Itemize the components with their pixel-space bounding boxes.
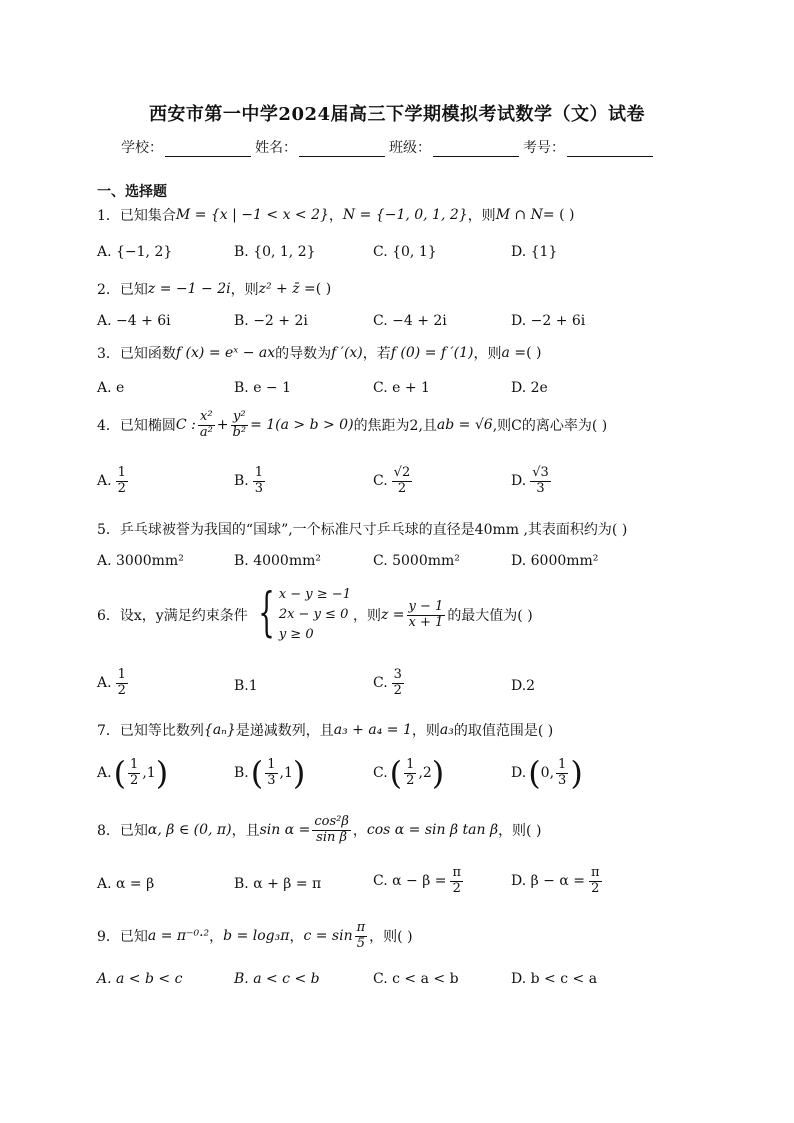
q4-frac-y: [231, 410, 249, 441]
q1-option-a[interactable]: A. {−1, 2}: [97, 244, 173, 260]
q6-constraint-rows: [279, 585, 351, 645]
q6-frac: [407, 600, 446, 631]
q4-plus: +: [216, 417, 229, 434]
q6-num: y − 1: [408, 598, 444, 614]
question-1: [97, 205, 717, 225]
school-label: 学校：: [121, 140, 163, 156]
question-5: [97, 519, 717, 539]
q4-mid1: 的焦距为2,且: [353, 418, 437, 435]
q8-den: sin β: [316, 829, 348, 845]
q1-set-n: N = {−1, 0, 1, 2}: [342, 207, 468, 223]
q7-tail: 的取值范围是( ): [453, 723, 554, 739]
question-6: [97, 585, 717, 645]
class-label: 班级：: [389, 140, 431, 156]
q6-a-label: A.: [97, 675, 112, 692]
q8-c-label: C. α − β =: [373, 873, 447, 890]
q4-c-label: C.: [373, 473, 388, 490]
q4-ab: ab = √6: [436, 417, 493, 434]
q7-d-frac: [556, 758, 568, 789]
q2-option-a[interactable]: A. −4 + 6i: [97, 313, 171, 329]
q6-den: x + 1: [408, 614, 444, 630]
q1-stem: 1．已知集合: [97, 208, 176, 224]
q4-a2: a²: [199, 424, 213, 440]
q6-mid: ，则: [352, 608, 381, 624]
q1-sep1: ，: [328, 208, 343, 224]
name-blank[interactable]: [299, 140, 385, 157]
q3-tail: ( ): [526, 345, 542, 361]
q4-frac-x: [198, 410, 215, 441]
q4-b-frac: [253, 466, 265, 497]
q1-option-d[interactable]: D. {1}: [511, 244, 558, 260]
school-field[interactable]: [121, 137, 251, 157]
q4-a-frac: [116, 466, 128, 497]
q2-expr: z² + z̄ =: [258, 281, 316, 297]
q7-b-num: 1: [267, 756, 276, 772]
q6-a-num: 1: [117, 667, 126, 682]
q4-d-frac: [530, 466, 551, 497]
q7-d-num: 1: [558, 756, 567, 772]
q2-option-c[interactable]: C. −4 + 2i: [373, 313, 447, 329]
q4-d-den: 3: [536, 480, 545, 496]
q9-tail: ，则( ): [369, 929, 413, 946]
q8-stem: 8．已知: [97, 823, 148, 840]
section-heading: 一、选择题: [97, 184, 167, 200]
q8-num: cos²β: [314, 814, 349, 829]
q6-constraint-system: [250, 585, 351, 645]
q9-option-b[interactable]: B. a < c < b: [234, 971, 320, 987]
q7-a-den: 2: [130, 772, 139, 788]
q4-c: C :: [175, 417, 196, 434]
q6-c-label: C.: [373, 675, 388, 692]
q8-d-label: D. β − α =: [511, 873, 585, 890]
q5-option-a[interactable]: A. 3000mm²: [97, 553, 184, 569]
q7-option-b[interactable]: [234, 754, 306, 792]
q2-stem: 2．已知: [97, 282, 148, 298]
class-field[interactable]: [389, 137, 519, 157]
q7-mid1: 是递减数列，且: [235, 723, 334, 739]
q9-option-d[interactable]: D. b < c < a: [511, 971, 598, 987]
q7-b-rparen: ): [292, 754, 306, 792]
q7-d-den: 3: [558, 772, 567, 788]
q3-option-d[interactable]: D. 2e: [511, 380, 548, 396]
q9-c: c = sin: [303, 928, 353, 945]
q6-z: z =: [380, 607, 405, 623]
number-blank[interactable]: [567, 140, 653, 157]
q9-den: 5: [356, 935, 366, 951]
q3-mid2: ，若: [362, 346, 391, 362]
name-label: 姓名：: [255, 140, 297, 156]
q8-option-d[interactable]: [511, 866, 604, 897]
q9-frac: [355, 921, 368, 952]
q4-d-num: √3: [532, 465, 549, 480]
q2-z: z = −1 − 2i: [147, 281, 231, 297]
q4-x2: x²: [200, 409, 213, 424]
q8-frac: [312, 815, 351, 846]
q9-sep1: ，: [209, 929, 224, 946]
q6-option-c[interactable]: [373, 668, 406, 699]
q1-expr: M ∩ N: [495, 207, 543, 223]
q4-c-den: 2: [397, 480, 407, 496]
q6-c-den: 2: [393, 682, 402, 698]
name-field[interactable]: [255, 137, 385, 157]
q4-option-a[interactable]: [97, 466, 130, 497]
q6-row-1: x − y ≥ −1: [278, 587, 351, 602]
q8-cond2: cos α = sin β tan β: [366, 822, 499, 839]
question-9: [97, 921, 717, 952]
q8-option-b[interactable]: B. α + β = π: [234, 876, 322, 892]
q7-option-c[interactable]: [373, 754, 445, 792]
q8-mid1: ，且: [231, 823, 260, 840]
q4-tail: ,则C的离心率为( ): [492, 418, 608, 435]
q1-option-c[interactable]: C. {0, 1}: [373, 244, 437, 260]
q4-c-frac: [392, 466, 413, 497]
q7-c-rest: ,2: [418, 765, 432, 781]
q7-c-lparen: (: [389, 754, 403, 792]
question-4: [97, 410, 717, 441]
q4-option-c[interactable]: [373, 466, 414, 497]
q6-brace: {: [257, 583, 275, 643]
q7-c-frac: [404, 758, 416, 789]
q4-d-label: D.: [511, 473, 527, 490]
question-3: [97, 343, 717, 363]
q7-c-den: 2: [406, 772, 415, 788]
q8-mid2: ，: [352, 823, 367, 840]
q7-b-label: B.: [234, 765, 249, 781]
q9-option-c[interactable]: C. c < a < b: [373, 971, 459, 987]
q3-option-b[interactable]: B. e − 1: [234, 380, 292, 396]
q7-c-num: 1: [406, 756, 415, 772]
q8-option-a[interactable]: A. α = β: [97, 876, 155, 892]
q7-d-rparen: ): [570, 754, 583, 792]
q4-option-b[interactable]: [234, 466, 267, 497]
q7-d-pre: 0,: [540, 765, 555, 781]
question-7: [97, 720, 717, 740]
q8-ab: α, β ∈ (0, π): [147, 822, 232, 839]
q7-option-d[interactable]: [511, 754, 583, 792]
q6-a-frac: [116, 668, 128, 699]
q4-b-label: B.: [234, 473, 249, 490]
q4-stem: 4．已知椭圆: [97, 418, 176, 435]
q7-d-lparen: (: [528, 754, 541, 792]
q7-a-label: A.: [97, 765, 112, 781]
q7-a-rest: ,1: [142, 765, 156, 781]
q3-option-a[interactable]: A. e: [97, 380, 125, 396]
q7-a-frac: [128, 758, 140, 789]
school-blank[interactable]: [165, 140, 251, 157]
q1-tail: = ( ): [542, 207, 575, 223]
q4-b2: b²: [232, 424, 247, 440]
q7-cond: a₃ + a₄ = 1: [333, 722, 412, 738]
q7-c-rparen: ): [431, 754, 445, 792]
q2-mid: ，则: [230, 282, 259, 298]
q8-sin: sin α =: [259, 822, 311, 839]
q2-option-d[interactable]: D. −2 + 6i: [511, 313, 586, 329]
q3-f: f (x) = eˣ − ax: [175, 345, 276, 361]
exam-title: 西安市第一中学2024届高三下学期模拟考试数学（文）试卷: [148, 104, 646, 125]
q9-sep2: ，: [289, 929, 304, 946]
q7-option-a[interactable]: [97, 754, 169, 792]
q6-option-b[interactable]: B.1: [234, 678, 258, 694]
q7-b-rest: ,1: [279, 765, 293, 781]
q8-c-frac: [450, 866, 463, 897]
q5-option-d[interactable]: D. 6000mm²: [511, 553, 599, 569]
q4-a-num: 1: [117, 465, 126, 480]
q3-stem: 3．已知函数: [97, 346, 176, 362]
q7-a3: a₃: [439, 722, 454, 738]
q8-d-den: 2: [591, 880, 600, 896]
q6-option-d[interactable]: D.2: [511, 678, 536, 694]
q8-tail: ，则( ): [498, 823, 542, 840]
q3-mid3: ，则: [473, 346, 502, 362]
q3-cond: f (0) = f ′(1): [390, 345, 474, 361]
q9-a: a = π⁻⁰·²: [147, 928, 210, 945]
q6-row-2: 2x − y ≤ 0: [278, 607, 349, 622]
q1-set-m: M = {x | −1 < x < 2}: [175, 207, 329, 223]
q7-b-lparen: (: [250, 754, 264, 792]
q6-c-frac: [392, 668, 404, 699]
q2-tail: ( ): [315, 281, 332, 297]
q8-c-num: π: [452, 865, 462, 880]
q7-seq: {aₙ}: [203, 722, 236, 738]
q4-a-den: 2: [117, 480, 126, 496]
q2-option-b[interactable]: B. −2 + 2i: [234, 313, 308, 329]
q4-eq: = 1(a > b > 0): [250, 417, 354, 434]
q9-option-a[interactable]: A. a < b < c: [97, 971, 183, 987]
number-field[interactable]: [523, 137, 653, 157]
q7-d-label: D.: [511, 765, 527, 781]
student-info-row: [121, 137, 681, 157]
q4-b-den: 3: [254, 480, 264, 496]
q5-option-c[interactable]: C. 5000mm²: [373, 553, 460, 569]
q6-a-den: 2: [117, 682, 126, 698]
q7-a-lparen: (: [113, 754, 127, 792]
q6-c-num: 3: [393, 667, 402, 682]
q8-option-c[interactable]: [373, 866, 465, 897]
q4-b-num: 1: [254, 465, 264, 480]
q7-a-rparen: ): [155, 754, 169, 792]
q3-ask: a =: [501, 345, 527, 361]
q9-b: b = log₃π: [223, 928, 290, 945]
q1-option-b[interactable]: B. {0, 1, 2}: [234, 244, 316, 260]
q9-num: π: [356, 920, 366, 935]
q6-tail: 的最大值为( ): [447, 608, 533, 624]
q3-fp: f ′(x): [331, 345, 363, 361]
q8-c-den: 2: [452, 880, 461, 896]
q3-mid1: 的导数为: [275, 346, 332, 362]
q7-mid2: ，则: [411, 723, 440, 739]
q6-option-a[interactable]: [97, 668, 130, 699]
q4-a-label: A.: [97, 473, 112, 490]
q8-d-num: π: [591, 865, 600, 880]
q7-c-label: C.: [373, 765, 388, 781]
q4-c-num: √2: [393, 465, 411, 480]
q3-option-c[interactable]: C. e + 1: [373, 380, 430, 396]
q6-row-3: y ≥ 0: [278, 627, 314, 642]
question-2: [97, 279, 717, 299]
q4-y2: y²: [233, 409, 246, 424]
class-blank[interactable]: [433, 140, 519, 157]
q8-d-frac: [589, 866, 602, 897]
q7-b-frac: [265, 758, 277, 789]
q5-option-b[interactable]: B. 4000mm²: [234, 553, 321, 569]
q7-a-num: 1: [130, 756, 139, 772]
q7-stem: 7．已知等比数列: [97, 723, 204, 739]
number-label: 考号：: [523, 140, 565, 156]
question-8: [97, 815, 717, 846]
q4-option-d[interactable]: [511, 466, 553, 497]
q1-sep2: ，则: [467, 208, 496, 224]
q9-stem: 9．已知: [97, 929, 148, 946]
q7-b-den: 3: [267, 772, 276, 788]
q6-stem: 6．设x，y满足约束条件: [97, 608, 248, 624]
q5-stem: 5．乒乓球被誉为我国的“国球”,一个标准尺寸乒乓球的直径是40mm ,其表面积约为( ): [97, 522, 628, 538]
